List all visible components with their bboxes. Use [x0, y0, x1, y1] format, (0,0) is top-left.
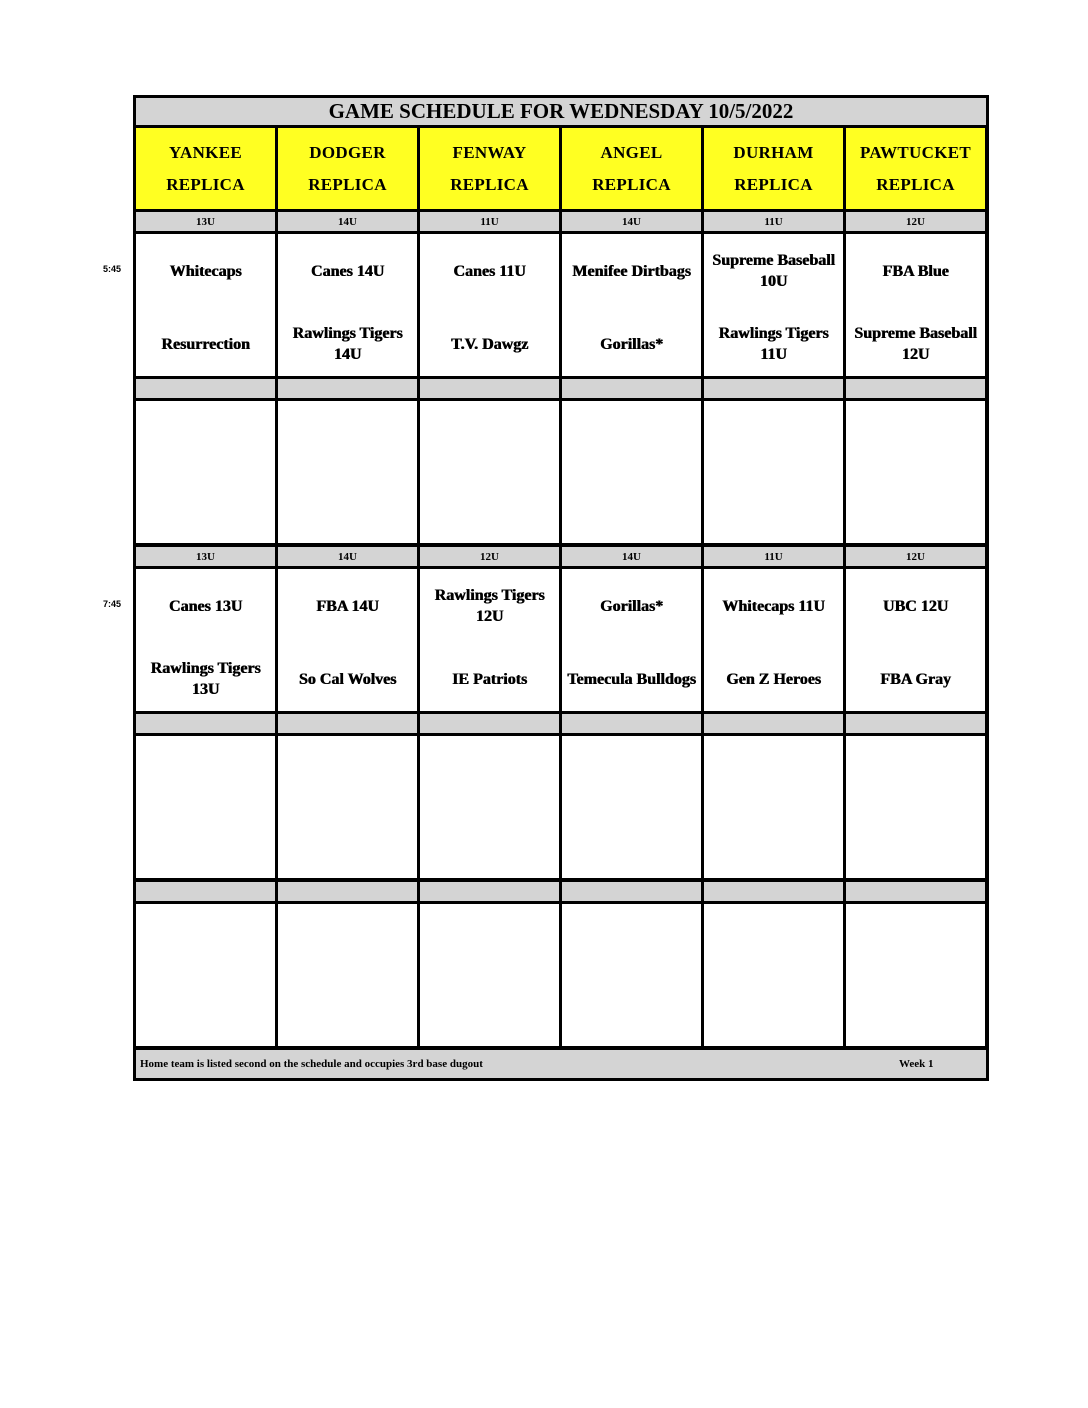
empty-game-cell	[704, 736, 843, 878]
age-group-cell	[704, 714, 843, 733]
game-cell	[704, 569, 843, 711]
empty-game-cell	[562, 401, 701, 543]
game-cell	[278, 234, 417, 376]
week-label: Week 1	[899, 1058, 934, 1070]
game-cell	[846, 234, 985, 376]
empty-game-cell	[846, 904, 985, 1046]
slot-2-time: 7:45	[103, 599, 122, 609]
age-group-cell	[562, 714, 701, 733]
empty-game-cell	[278, 904, 417, 1046]
away-team: Canes 11U	[453, 262, 526, 280]
away-team: Whitecaps 11U	[722, 597, 825, 615]
game-cell	[420, 569, 559, 711]
away-team: Supreme Baseball 10U	[712, 252, 835, 290]
home-team: Gorillas*	[599, 335, 664, 353]
age-group-cell: 14U	[562, 547, 701, 566]
age-group-cell	[420, 882, 559, 901]
field-header-durham	[704, 128, 843, 209]
away-team: Canes 14U	[310, 262, 385, 280]
field-type: REPLICA	[450, 174, 529, 194]
home-team: Resurrection	[161, 335, 250, 353]
age-group-cell	[278, 714, 417, 733]
game-cell	[136, 569, 275, 711]
schedule-footer	[136, 1050, 986, 1078]
away-team: Whitecaps	[169, 262, 242, 280]
game-cell	[562, 234, 701, 376]
home-team: Gen Z Heroes	[726, 670, 821, 688]
game-cell	[704, 234, 843, 376]
schedule-title: GAME SCHEDULE FOR WEDNESDAY 10/5/2022	[136, 98, 986, 125]
away-team: Canes 13U	[168, 597, 243, 615]
age-group-cell	[136, 379, 275, 398]
age-group-cell: 14U	[278, 547, 417, 566]
away-team: FBA 14U	[316, 597, 379, 615]
home-team: Rawlings Tigers 13U	[150, 660, 261, 698]
age-group-cell: 12U	[846, 212, 985, 231]
field-name: YANKEE	[169, 142, 242, 162]
age-group-cell	[846, 882, 985, 901]
field-type: REPLICA	[166, 174, 245, 194]
age-group-cell: 14U	[278, 212, 417, 231]
age-group-cell	[846, 714, 985, 733]
home-team: So Cal Wolves	[298, 670, 397, 688]
age-group-cell	[278, 379, 417, 398]
age-group-cell	[562, 882, 701, 901]
game-cell	[846, 569, 985, 711]
game-cell	[562, 569, 701, 711]
field-name: ANGEL	[600, 142, 663, 162]
age-group-cell: 13U	[136, 212, 275, 231]
empty-game-cell	[562, 904, 701, 1046]
empty-game-cell	[278, 736, 417, 878]
field-type: REPLICA	[308, 174, 387, 194]
away-team: Menifee Dirtbags	[572, 262, 691, 280]
home-team-note: Home team is listed second on the schedule and occupies 3rd base dugout	[140, 1058, 483, 1070]
empty-game-cell	[846, 401, 985, 543]
empty-game-cell	[704, 904, 843, 1046]
home-team: Supreme Baseball 12U	[854, 325, 977, 363]
age-group-cell: 14U	[562, 212, 701, 231]
empty-game-cell	[846, 736, 985, 878]
age-group-cell: 11U	[704, 212, 843, 231]
field-header-yankee	[136, 128, 275, 209]
game-cell	[278, 569, 417, 711]
age-group-cell	[420, 379, 559, 398]
age-group-cell	[704, 379, 843, 398]
empty-game-cell	[136, 904, 275, 1046]
home-team: Rawlings Tigers 11U	[718, 325, 829, 363]
home-team: Temecula Bulldogs	[567, 670, 696, 688]
age-group-cell	[136, 714, 275, 733]
empty-game-cell	[420, 904, 559, 1046]
empty-game-cell	[562, 736, 701, 878]
age-group-cell: 12U	[420, 547, 559, 566]
home-team: Rawlings Tigers 14U	[292, 325, 403, 363]
age-group-cell: 13U	[136, 547, 275, 566]
away-team: Rawlings Tigers 12U	[434, 587, 545, 625]
empty-game-cell	[420, 736, 559, 878]
field-type: REPLICA	[592, 174, 671, 194]
age-group-cell: 11U	[420, 212, 559, 231]
field-header-dodger	[278, 128, 417, 209]
field-type: REPLICA	[734, 174, 813, 194]
field-name: FENWAY	[452, 142, 527, 162]
home-team: FBA Gray	[880, 670, 951, 688]
empty-game-cell	[136, 736, 275, 878]
slot-1-time: 5:45	[103, 264, 122, 274]
empty-game-cell	[136, 401, 275, 543]
home-team: IE Patriots	[451, 670, 528, 688]
away-team: UBC 12U	[882, 597, 949, 615]
field-type: REPLICA	[876, 174, 955, 194]
age-group-cell	[562, 379, 701, 398]
age-group-cell	[846, 379, 985, 398]
age-group-cell	[136, 882, 275, 901]
schedule-grid	[133, 95, 989, 1081]
field-name: DURHAM	[733, 142, 814, 162]
empty-game-cell	[420, 401, 559, 543]
away-team: Gorillas*	[599, 597, 664, 615]
field-header-pawtucket	[846, 128, 985, 209]
field-header-fenway	[420, 128, 559, 209]
field-name: DODGER	[309, 142, 386, 162]
field-header-angel	[562, 128, 701, 209]
game-cell	[136, 234, 275, 376]
home-team: T.V. Dawgz	[450, 335, 529, 353]
empty-game-cell	[278, 401, 417, 543]
field-name: PAWTUCKET	[859, 142, 971, 162]
age-group-cell	[278, 882, 417, 901]
game-cell	[420, 234, 559, 376]
age-group-cell: 11U	[704, 547, 843, 566]
away-team: FBA Blue	[882, 262, 949, 280]
age-group-cell	[704, 882, 843, 901]
age-group-cell: 12U	[846, 547, 985, 566]
empty-game-cell	[704, 401, 843, 543]
age-group-cell	[420, 714, 559, 733]
